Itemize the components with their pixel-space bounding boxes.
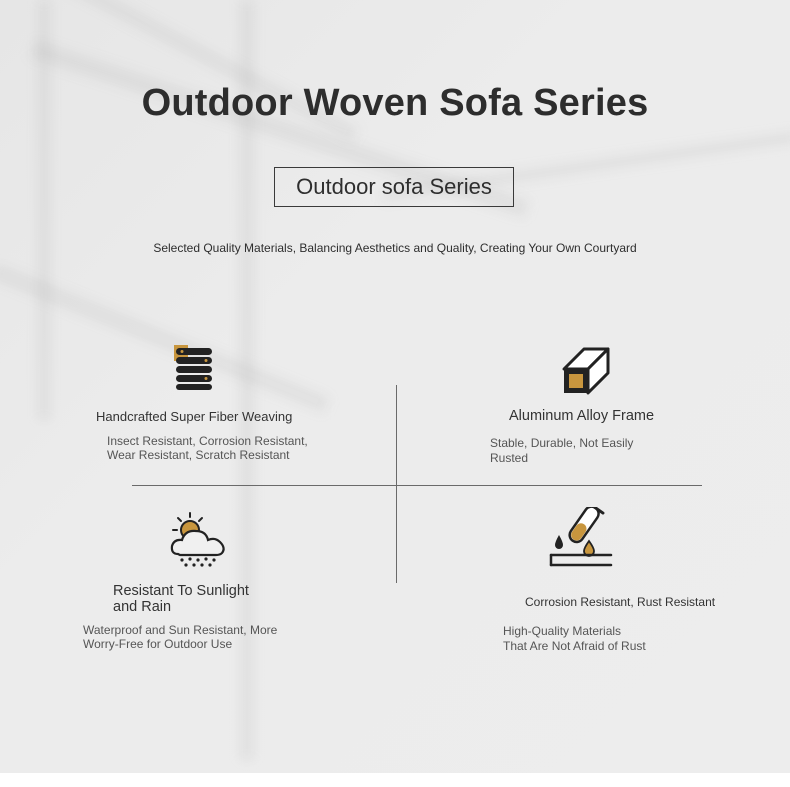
feature-description-line: That Are Not Afraid of Rust xyxy=(503,639,646,653)
feature-title xyxy=(113,583,249,615)
feature-description xyxy=(107,434,308,462)
feature-description xyxy=(490,436,633,466)
page-title: Outdoor Woven Sofa Series xyxy=(141,82,649,124)
feature-title-line: and Rain xyxy=(113,599,172,615)
feature-title: Handcrafted Super Fiber Weaving xyxy=(96,409,293,424)
feature-description-line: High-Quality Materials xyxy=(503,624,622,638)
feature-title: Aluminum Alloy Frame xyxy=(509,408,655,424)
feature-description-line: Wear Resistant, Scratch Resistant xyxy=(107,448,290,462)
test-tube-drop-icon xyxy=(549,507,613,574)
feature-description-line: Rusted xyxy=(490,451,529,465)
feature-description-line: Stable, Durable, Not Easily xyxy=(490,436,634,450)
spring-coil-icon xyxy=(172,344,216,397)
feature-description-line: Insect Resistant, Corrosion Resistant, xyxy=(107,434,308,448)
feature-description xyxy=(83,623,277,651)
feature-description-line: Worry-Free for Outdoor Use xyxy=(83,637,233,651)
feature-title: Corrosion Resistant, Rust Resistant xyxy=(525,595,716,609)
feature-description xyxy=(503,624,646,654)
tagline: Selected Quality Materials, Balancing Aesthetics and Quality, Creating Your Own Courtyard xyxy=(153,241,637,255)
horizontal-divider xyxy=(132,485,702,486)
vertical-divider xyxy=(396,385,397,583)
sun-cloud-rain-icon xyxy=(168,512,228,573)
feature-description-line: Waterproof and Sun Resistant, More xyxy=(83,623,278,637)
series-label-box: Outdoor sofa Series xyxy=(274,167,514,207)
feature-title-line: Resistant To Sunlight xyxy=(113,583,249,599)
shadow-decoration xyxy=(38,0,50,420)
aluminum-bar-icon xyxy=(562,347,610,402)
